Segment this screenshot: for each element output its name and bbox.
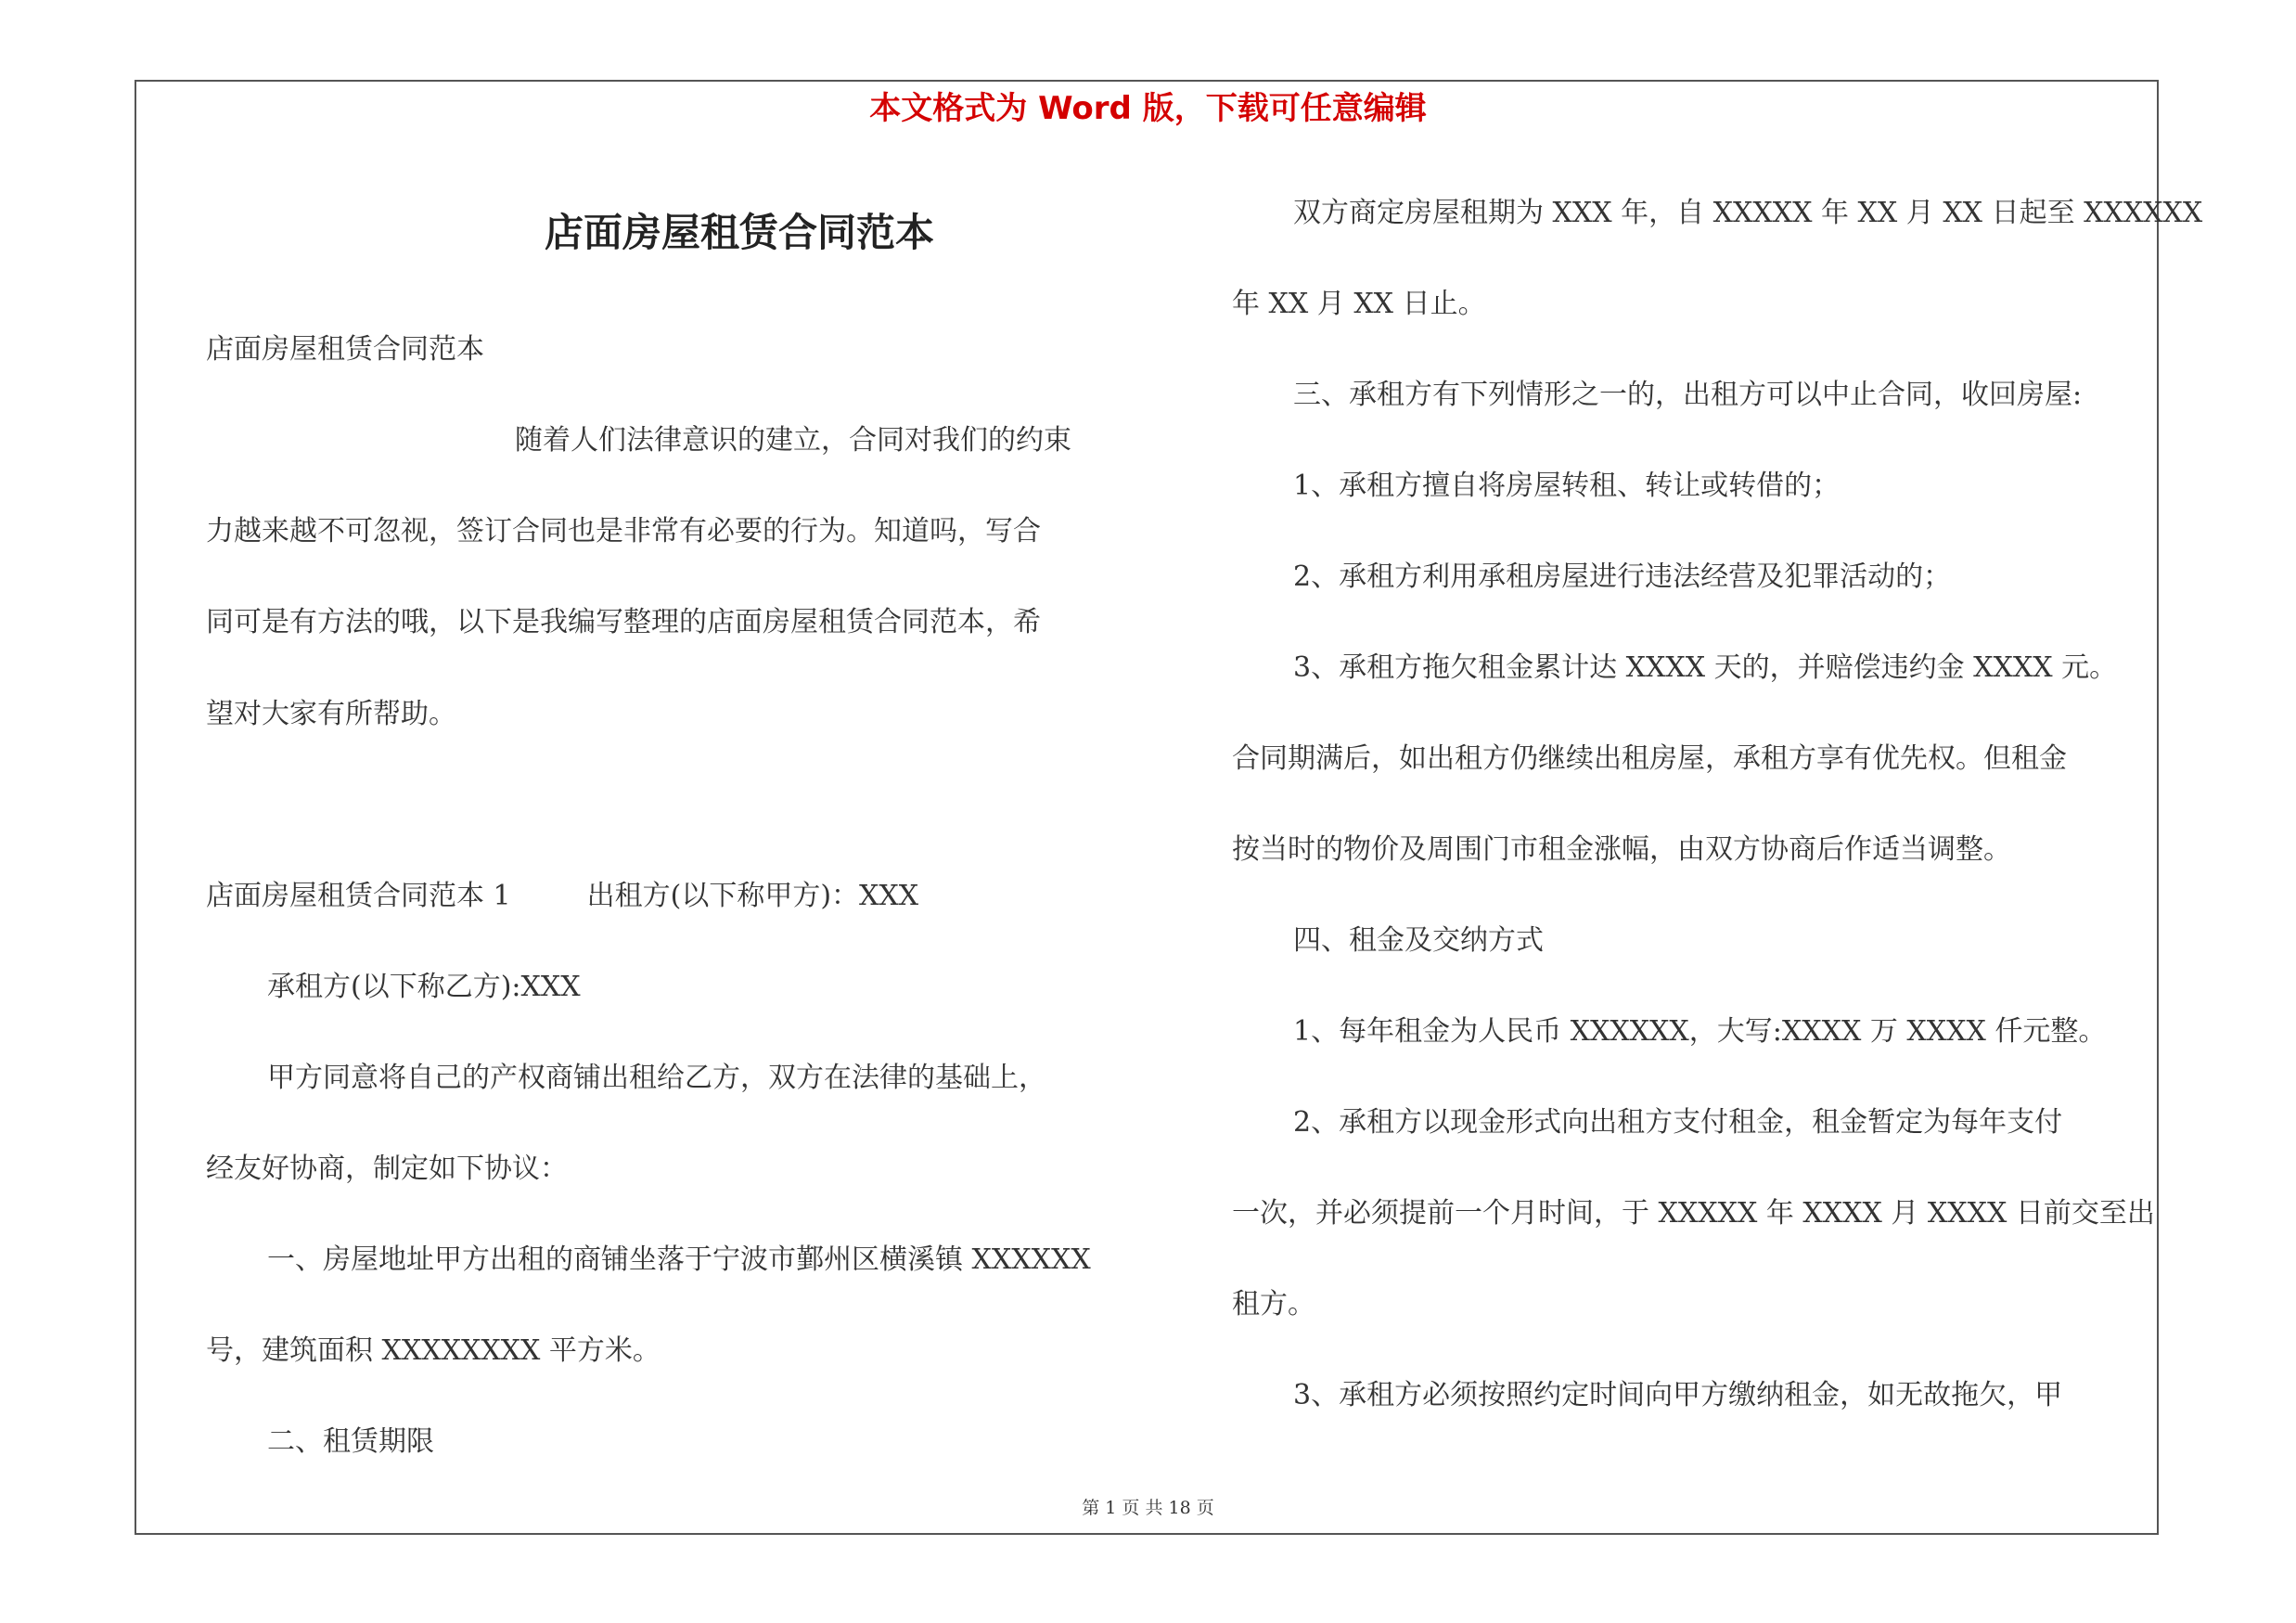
page-frame [135,80,2159,1535]
agreement-line-2: 经友好协商，制定如下协议： [206,1153,568,1185]
intro-line-2: 力越来越不可忽视，签订合同也是非常有必要的行为。知道吗，写合 [206,515,1041,547]
renewal-line-2: 按当时的物价及周围门市租金涨幅，由双方协商后作适当调整。 [1232,833,2011,866]
clause-3-item-3: 3、承租方拖欠租金累计达 XXXX 天的，并赔偿违约金 XXXX 元。 [1293,651,2118,684]
intro-line-1: 随着人们法律意识的建立，合同对我们的约束 [515,424,1071,457]
clause-3-item-1: 1、承租方擅自将房屋转租、转让或转借的； [1293,470,1841,502]
lessor-line: 出租方(以下称甲方)：XXX [586,880,919,912]
clause-4-item-3: 3、承租方必须按照约定时间向甲方缴纳租金，如无故拖欠，甲 [1293,1379,2063,1411]
clause-1-line-2: 号，建筑面积 XXXXXXXX 平方米。 [206,1334,661,1367]
document-title: 店面房屋租赁合同范本 [544,210,934,255]
clause-4-item-2-line-3: 租方。 [1232,1288,1315,1320]
contract-heading: 店面房屋租赁合同范本 1 [206,880,511,912]
term-line-2: 年 XX 月 XX 日止。 [1232,288,1486,320]
subtitle: 店面房屋租赁合同范本 [206,333,484,366]
lessee-line: 承租方(以下称乙方):XXX [267,971,581,1003]
clause-4-item-2-line-1: 2、承租方以现金形式向出租方支付租金，租金暂定为每年支付 [1293,1106,2063,1139]
page-footer: 第 1 页 共 18 页 [1082,1498,1214,1518]
clause-3-heading: 三、承租方有下列情形之一的，出租方可以中止合同，收回房屋: [1293,379,2083,411]
agreement-line-1: 甲方同意将自己的产权商铺出租给乙方，双方在法律的基础上， [267,1062,1046,1094]
clause-2-heading: 二、租赁期限 [267,1425,434,1458]
clause-4-item-1: 1、每年租金为人民币 XXXXXX，大写:XXXX 万 XXXX 仟元整。 [1293,1015,2107,1048]
word-format-banner: 本文格式为 Word 版，下载可任意编辑 [869,90,1427,127]
contract-heading-row [206,878,918,915]
clause-1-line-1: 一、房屋地址甲方出租的商铺坐落于宁波市鄞州区横溪镇 XXXXXX [267,1243,1091,1276]
term-line-1: 双方商定房屋租期为 XXX 年，自 XXXXX 年 XX 月 XX 日起至 XXXXXX [1293,197,2203,229]
intro-line-4: 望对大家有所帮助。 [206,698,456,730]
intro-line-3: 同可是有方法的哦，以下是我编写整理的店面房屋租赁合同范本，希 [206,606,1041,638]
clause-3-item-2: 2、承租方利用承租房屋进行违法经营及犯罪活动的； [1293,560,1952,593]
clause-4-item-2-line-2: 一次，并必须提前一个月时间，于 XXXXX 年 XXXX 月 XXXX 日前交至出 [1232,1197,2155,1230]
renewal-line-1: 合同期满后，如出租方仍继续出租房屋，承租方享有优先权。但租金 [1232,742,2067,775]
clause-4-heading: 四、租金及交纳方式 [1293,924,1544,957]
